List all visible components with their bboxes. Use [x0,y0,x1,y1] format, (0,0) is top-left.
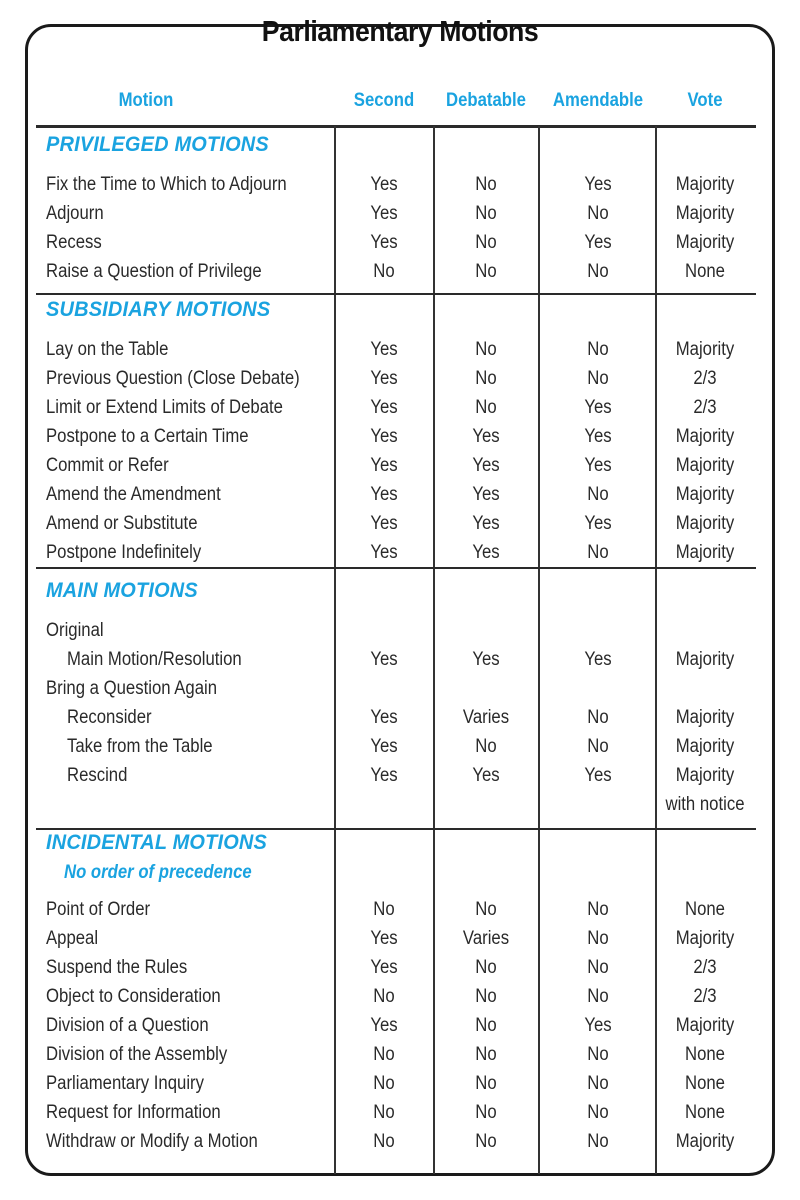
motion-name: Parliamentary Inquiry [46,1073,204,1094]
cell-debatable: Yes [472,484,500,505]
cell-amendable: No [587,1102,609,1123]
cell-second: Yes [370,232,398,253]
cell-debatable: No [475,174,497,195]
table-row [0,364,800,393]
table-row [0,480,800,509]
cell-debatable: No [475,899,497,920]
column-header-debatable: Debatable [446,90,526,111]
cell-vote: Majority [675,174,735,195]
section-title: MAIN MOTIONS [46,579,198,602]
table-row [0,170,800,199]
table-row [0,703,800,732]
cell-vote: Majority [675,542,735,563]
cell-amendable: No [587,707,609,728]
section-divider [36,293,756,295]
cell-vote: None [685,899,725,920]
cell-vote: 2/3 [693,368,717,389]
cell-amendable: No [587,261,609,282]
cell-amendable: No [587,1131,609,1152]
motion-name: Take from the Table [67,736,213,757]
table-row [0,509,800,538]
table-row [0,674,800,703]
cell-second: Yes [370,513,398,534]
cell-debatable: Yes [472,426,500,447]
cell-vote: None [685,1102,725,1123]
cell-amendable: No [587,928,609,949]
section-subtitle: No order of precedence [64,862,252,883]
cell-debatable: Varies [462,707,510,728]
table-row [0,1011,800,1040]
table-row [0,790,800,819]
motion-name: Request for Information [46,1102,221,1123]
motion-name: Point of Order [46,899,151,920]
cell-amendable: No [587,484,609,505]
cell-second: Yes [370,368,398,389]
cell-debatable: Yes [472,542,500,563]
cell-vote: Majority [675,928,735,949]
table-row [0,422,800,451]
cell-vote: Majority [675,707,735,728]
table-row [0,335,800,364]
cell-amendable: Yes [584,174,612,195]
motion-name: Adjourn [46,203,104,224]
section-divider [36,828,756,830]
cell-second: Yes [370,765,398,786]
cell-amendable: No [587,986,609,1007]
cell-amendable: Yes [584,765,612,786]
cell-debatable: No [475,1102,497,1123]
cell-second: Yes [370,484,398,505]
section-divider [36,567,756,569]
motion-name: Postpone Indefinitely [46,542,202,563]
cell-vote: 2/3 [693,397,717,418]
table-row [0,228,800,257]
header-divider [36,125,756,128]
cell-second: Yes [370,1015,398,1036]
cell-second: Yes [370,397,398,418]
cell-second: Yes [370,736,398,757]
table-row [0,451,800,480]
cell-debatable: No [475,1015,497,1036]
cell-amendable: No [587,736,609,757]
table-row [0,924,800,953]
cell-second: Yes [370,928,398,949]
table-row [0,732,800,761]
cell-amendable: No [587,542,609,563]
table-row [0,761,800,790]
cell-debatable: Yes [472,765,500,786]
motion-name: Withdraw or Modify a Motion [46,1131,258,1152]
motion-name: Previous Question (Close Debate) [46,368,300,389]
cell-second: Yes [370,203,398,224]
cell-debatable: No [475,203,497,224]
motion-name: Object to Consideration [46,986,221,1007]
cell-amendable: Yes [584,232,612,253]
cell-debatable: Varies [462,928,510,949]
cell-vote: 2/3 [693,986,717,1007]
cell-second: No [373,1131,395,1152]
cell-amendable: No [587,899,609,920]
cell-vote: Majority [675,339,735,360]
cell-vote: None [685,1073,725,1094]
table-row [0,982,800,1011]
cell-vote: Majority [675,765,735,786]
motion-name: Commit or Refer [46,455,169,476]
cell-debatable: No [475,339,497,360]
motion-name: Reconsider [67,707,152,728]
column-header-second: Second [353,90,415,111]
cell-second: No [373,1073,395,1094]
motion-name: Amend or Substitute [46,513,198,534]
cell-vote: None [685,1044,725,1065]
motion-name: Limit or Extend Limits of Debate [46,397,283,418]
motion-name: Recess [46,232,102,253]
motion-name: Lay on the Table [46,339,169,360]
cell-second: Yes [370,455,398,476]
cell-vote: Majority [675,513,735,534]
table-row [0,953,800,982]
cell-second: Yes [370,174,398,195]
cell-debatable: No [475,957,497,978]
table-row [0,1040,800,1069]
cell-amendable: Yes [584,1015,612,1036]
table-row [0,199,800,228]
cell-vote: Majority [675,426,735,447]
cell-second: Yes [370,339,398,360]
page-title: Parliamentary Motions [261,16,539,48]
table-row [0,393,800,422]
motion-name: Amend the Amendment [46,484,221,505]
cell-amendable: No [587,368,609,389]
cell-second: No [373,986,395,1007]
cell-vote: Majority [675,1015,735,1036]
cell-debatable: No [475,986,497,1007]
section-title: SUBSIDIARY MOTIONS [46,298,271,321]
motion-name: Rescind [67,765,128,786]
cell-amendable: No [587,203,609,224]
cell-debatable: No [475,736,497,757]
motion-name: Suspend the Rules [46,957,188,978]
cell-vote: None [685,261,725,282]
cell-second: Yes [370,707,398,728]
section-title: INCIDENTAL MOTIONS [46,831,268,854]
table-row [0,538,800,567]
cell-amendable: No [587,1044,609,1065]
section-title: PRIVILEGED MOTIONS [46,133,269,156]
cell-debatable: No [475,1073,497,1094]
cell-debatable: No [475,368,497,389]
column-header-amendable: Amendable [552,90,644,111]
cell-second: Yes [370,426,398,447]
cell-debatable: No [475,261,497,282]
cell-vote: Majority [675,736,735,757]
cell-debatable: No [475,1044,497,1065]
cell-debatable: Yes [472,455,500,476]
cell-vote: Majority [675,649,735,670]
cell-amendable: No [587,957,609,978]
cell-second: No [373,1044,395,1065]
cell-vote: Majority [675,203,735,224]
cell-amendable: Yes [584,397,612,418]
cell-vote: Majority [675,455,735,476]
cell-debatable: No [475,232,497,253]
motion-name: Division of a Question [46,1015,209,1036]
motion-name: Main Motion/Resolution [67,649,242,670]
cell-debatable: No [475,397,497,418]
cell-debatable: Yes [472,513,500,534]
cell-second: Yes [370,542,398,563]
cell-second: No [373,899,395,920]
column-header-motion: Motion [118,90,174,111]
cell-vote: Majority [675,1131,735,1152]
cell-amendable: No [587,339,609,360]
cell-second: No [373,261,395,282]
table-row [0,1098,800,1127]
cell-amendable: Yes [584,426,612,447]
table-row [0,1127,800,1156]
cell-amendable: Yes [584,513,612,534]
motion-name: Division of the Assembly [46,1044,228,1065]
motion-name: Postpone to a Certain Time [46,426,249,447]
cell-debatable: No [475,1131,497,1152]
motion-name: Raise a Question of Privilege [46,261,262,282]
cell-debatable: Yes [472,649,500,670]
table-row [0,1069,800,1098]
cell-amendable: No [587,1073,609,1094]
motion-name: Bring a Question Again [46,678,218,699]
motion-name: Original [46,620,104,641]
table-row [0,616,800,645]
cell-vote: 2/3 [693,957,717,978]
table-row [0,895,800,924]
motion-name: Fix the Time to Which to Adjourn [46,174,287,195]
motion-name: Appeal [46,928,99,949]
cell-second: Yes [370,957,398,978]
cell-second: No [373,1102,395,1123]
cell-vote: Majority [675,232,735,253]
column-header-vote: Vote [687,90,723,111]
cell-second: Yes [370,649,398,670]
table-row [0,645,800,674]
cell-vote: with notice [665,794,745,815]
cell-amendable: Yes [584,649,612,670]
cell-vote: Majority [675,484,735,505]
cell-amendable: Yes [584,455,612,476]
table-row [0,257,800,286]
